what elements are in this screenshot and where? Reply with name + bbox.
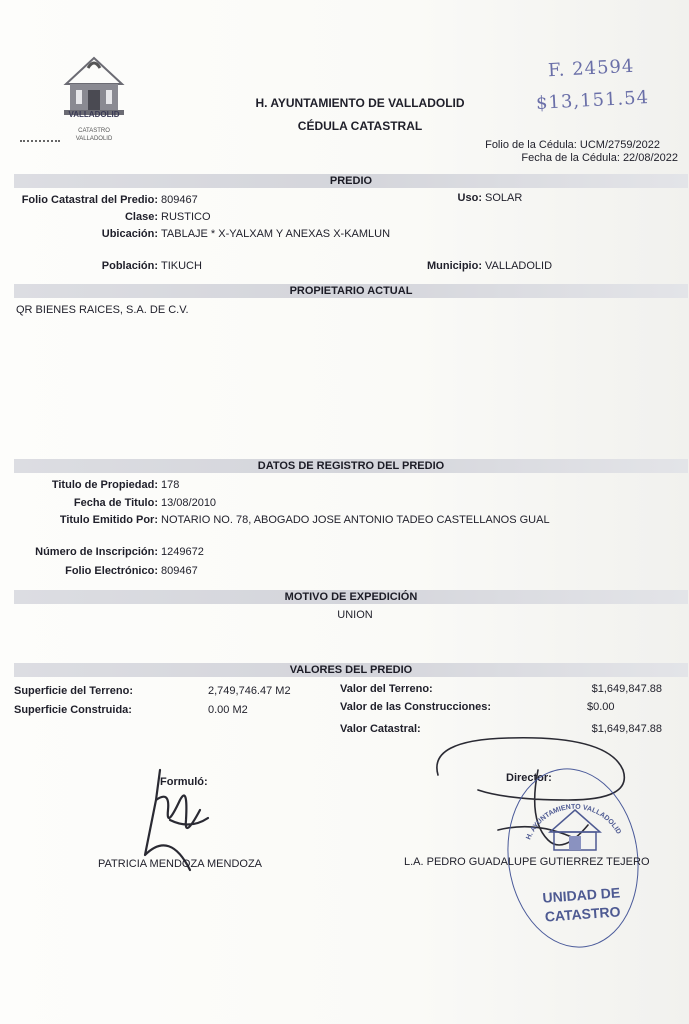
- folio-cedula-label: Folio de la Cédula:: [485, 139, 577, 151]
- ubicacion-value: TABLAJE * X-YALXAM Y ANEXAS X-KAMLUN: [161, 228, 391, 240]
- stamp-arc-text: H. AYUNTAMIENTO VALLADOLID: [525, 803, 622, 841]
- sup-construida-label: Superficie Construida:: [14, 704, 132, 716]
- valladolid-logo: [58, 54, 130, 152]
- fecha-titulo-value: 13/08/2010: [161, 497, 217, 509]
- section-motivo: MOTIVO DE EXPEDICIÓN: [14, 590, 688, 604]
- valor-terreno-label: Valor del Terreno:: [340, 683, 433, 695]
- svg-text:H. AYUNTAMIENTO VALLADOLID: [525, 804, 622, 841]
- handwritten-folio: F. 24594: [547, 55, 635, 82]
- folio-cedula-value: UCM/2759/2022: [579, 139, 660, 151]
- formulo-name: PATRICIA MENDOZA MENDOZA: [98, 858, 262, 870]
- titulo-label: Titulo de Propiedad:: [51, 479, 158, 491]
- propietario-nombre: QR BIENES RAICES, S.A. DE C.V.: [16, 304, 189, 316]
- director-label: Director:: [506, 772, 552, 784]
- section-registro: DATOS DE REGISTRO DEL PREDIO: [14, 459, 688, 473]
- folio-predio-label: Folio Catastral del Predio:: [21, 194, 158, 206]
- section-propietario: PROPIETARIO ACTUAL: [14, 284, 688, 298]
- inscripcion-label: Número de Inscripción:: [35, 546, 158, 558]
- valor-construcciones-label: Valor de las Construcciones:: [340, 701, 491, 713]
- clase-value: RUSTICO: [161, 211, 211, 223]
- sup-terreno-label: Superficie del Terreno:: [14, 685, 133, 697]
- municipio-value: VALLADOLID: [485, 260, 553, 272]
- valor-terreno-value: $1,649,847.88: [591, 683, 662, 695]
- document-title: CÉDULA CATASTRAL: [297, 119, 423, 133]
- municipality-title: H. AYUNTAMIENTO DE VALLADOLID: [255, 96, 465, 110]
- fecha-cedula-line: [420, 152, 678, 164]
- director-name: L.A. PEDRO GUADALUPE GUTIERREZ TEJERO: [404, 856, 650, 868]
- fecha-cedula-label: Fecha de la Cédula:: [521, 152, 620, 164]
- valor-construcciones-value: $0.00: [587, 701, 615, 713]
- folio-predio-value: 809467: [161, 194, 198, 206]
- uso-value: SOLAR: [485, 192, 523, 204]
- valor-catastral-value: $1,649,847.88: [591, 723, 662, 735]
- poblacion-label: Población:: [101, 260, 158, 272]
- folio-electronico-value: 809467: [161, 565, 198, 577]
- municipio-label: Municipio:: [427, 260, 482, 272]
- clase-label: Clase:: [124, 211, 158, 223]
- sup-terreno-value: 2,749,746.47 M2: [208, 685, 291, 697]
- logo-bottom-text-2: VALLADOLID: [75, 136, 113, 142]
- stamp-line-2: CATASTRO: [544, 903, 621, 925]
- section-valores: VALORES DEL PREDIO: [14, 663, 688, 677]
- fecha-titulo-label: Fecha de Titulo:: [73, 497, 158, 509]
- valor-catastral-label: Valor Catastral:: [340, 723, 421, 735]
- smudge-mark: [20, 140, 60, 142]
- folio-electronico-label: Folio Electrónico:: [65, 565, 158, 577]
- poblacion-value: TIKUCH: [161, 260, 202, 272]
- stamp-line-1: UNIDAD DE: [541, 884, 621, 906]
- uso-label: Uso:: [457, 192, 482, 204]
- sup-construida-value: 0.00 M2: [208, 704, 248, 716]
- emitido-label: Titulo Emitido Por:: [59, 514, 158, 526]
- titulo-value: 178: [161, 479, 180, 491]
- formulo-label: Formuló:: [160, 776, 208, 788]
- fecha-cedula-value: 22/08/2022: [622, 152, 678, 164]
- logo-bottom-text-1: CATASTRO: [78, 128, 110, 134]
- logo-top-text: VALLADOLID: [68, 110, 120, 119]
- inscripcion-value: 1249672: [161, 546, 204, 558]
- stamp-text: [531, 883, 633, 928]
- section-predio: PREDIO: [14, 174, 688, 188]
- emitido-value: NOTARIO NO. 78, ABOGADO JOSE ANTONIO TADEO CASTELLANOS GUAL: [161, 514, 550, 526]
- motivo-value: UNION: [337, 609, 373, 621]
- ubicacion-label: Ubicación:: [101, 228, 158, 240]
- handwritten-amount: $13,151.54: [535, 87, 650, 114]
- folio-cedula-line: [420, 139, 660, 151]
